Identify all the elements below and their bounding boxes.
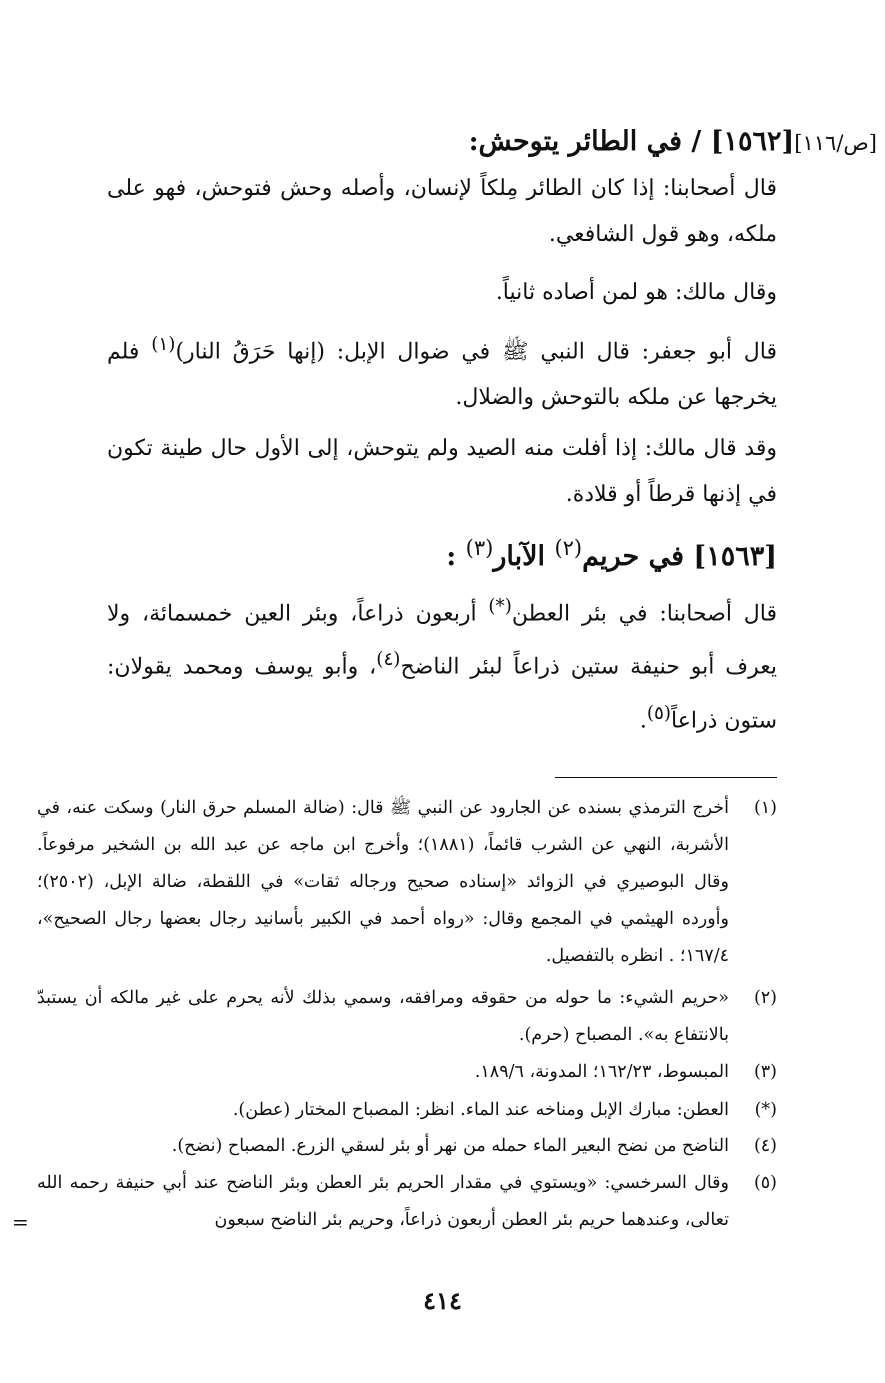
paragraph-text: قال أبو جعفر: قال النبي ﷺ في ضوال الإبل: (إنها حَرَقُ النار) bbox=[175, 339, 777, 365]
footnote-text: «حريم الشيء: ما حوله من حقوقه ومرافقه، وسمي بذلك لأنه يحرم على غير مالكه أن يستبدّ بالانتفاع به». المصباح (حرم). bbox=[37, 988, 729, 1045]
paragraph bbox=[107, 322, 777, 421]
page-reference: [ص/١١٦] bbox=[794, 131, 877, 155]
heading-separator: / bbox=[691, 126, 702, 157]
section-title: في الطائر يتوحش: bbox=[468, 126, 683, 157]
footnote-number: (١) bbox=[753, 798, 777, 818]
paragraph-text: ، وأبو يوسف ومحمد يقولان: ستون ذراعاً bbox=[107, 654, 777, 733]
continuation-mark: = bbox=[12, 1210, 29, 1234]
footnote-ref: (٤) bbox=[376, 649, 401, 671]
footnote-separator bbox=[555, 777, 777, 778]
section-title: في حريم bbox=[582, 541, 685, 572]
paragraph-text: أربعون ذراعاً، وبئر العين خمسمائة، ولا يعرف أبو حنيفة ستين ذراعاً لبئر الناضح bbox=[107, 601, 777, 680]
section-number: [١٥٦٣] bbox=[693, 541, 777, 572]
footnote bbox=[37, 1165, 777, 1239]
footnote-number: (*) bbox=[754, 1100, 777, 1120]
footnote-number: (٥) bbox=[753, 1173, 777, 1193]
footnote-text: أخرج الترمذي بسنده عن الجارود عن النبي ﷺ قال: (ضالة المسلم حرق النار) وسكت عنه، في الأشربة، النهي عن الشرب قائماً، (١٨٨١)؛ وأخرج ابن ماجه عن عبد الله بن الشخير مرفوعاً. وقال البوصيري في الزوائد «إسناده صحيح ورجاله ثقات» في اللقطة، ضالة الإبل، (٢٥٠٢)؛ وأورده الهيثمي في المجمع وقال: «رواه أحمد في الكبير بأسانيد رجال بعضها رجال الصحيح»، ١٦٧/٤؛ . انظره بالتفصيل. bbox=[37, 798, 729, 966]
footnote-ref: (٢) bbox=[554, 536, 583, 560]
paragraph-text: فلم يخرجها عن ملكه بالتوحش والضلال. bbox=[107, 339, 777, 411]
page-number: ٤١٤ bbox=[423, 1286, 462, 1315]
footnote-number: (٤) bbox=[753, 1136, 777, 1156]
footnote-text: المبسوط، ١٦٢/٢٣؛ المدونة، ١٨٩/٦. bbox=[474, 1062, 729, 1082]
paragraph-text: قال أصحابنا: في بئر العطن bbox=[511, 601, 777, 627]
footnote bbox=[37, 1054, 777, 1091]
footnote-number: (٢) bbox=[753, 988, 777, 1008]
footnote-text: الناضح من نضح البعير الماء حمله من نهر أو بئر لسقي الزرع. المصباح (نضح). bbox=[171, 1136, 729, 1156]
footnote bbox=[37, 790, 777, 975]
section-title: الآبار bbox=[493, 541, 555, 572]
section-title: : bbox=[446, 541, 466, 572]
footnote-ref: (١) bbox=[151, 334, 176, 355]
paragraph: وقال مالك: هو لمن أصاده ثانياً. bbox=[495, 280, 777, 305]
paragraph bbox=[107, 584, 777, 744]
section-heading-1563 bbox=[446, 536, 777, 572]
footnote-text: العطن: مبارك الإبل ومناخه عند الماء. انظر: المصباح المختار (عطن). bbox=[232, 1100, 729, 1120]
footnote bbox=[37, 1128, 777, 1165]
footnote-ref: (*) bbox=[488, 596, 512, 617]
footnote-ref: (٥) bbox=[646, 702, 672, 724]
paragraph: قال أصحابنا: إذا كان الطائر مِلكاً لإنسان، وأصله وحش فتوحش، فهو على ملكه، وهو قول الشافعي. bbox=[107, 176, 777, 247]
section-heading-1562 bbox=[469, 126, 877, 157]
footnote-ref: (٣) bbox=[465, 536, 494, 560]
paragraph-text: . bbox=[639, 707, 647, 733]
footnote bbox=[37, 1092, 777, 1129]
footnote-text: وقال السرخسي: «ويستوي في مقدار الحريم بئر العطن وبئر الناضح عند أبي حنيفة رحمه الله تعالى، وعندهما حريم بئر العطن أربعون ذراعاً، وحريم بئر الناضح سبعون bbox=[37, 1173, 729, 1230]
footnote-number: (٣) bbox=[753, 1062, 777, 1082]
footnote bbox=[37, 980, 777, 1054]
section-number: [١٥٦٢] bbox=[710, 126, 795, 157]
paragraph: وقد قال مالك: إذا أفلت منه الصيد ولم يتوحش، إلى الأول حال طينة تكون في إذنها قرطاً أو قلادة. bbox=[107, 436, 777, 507]
